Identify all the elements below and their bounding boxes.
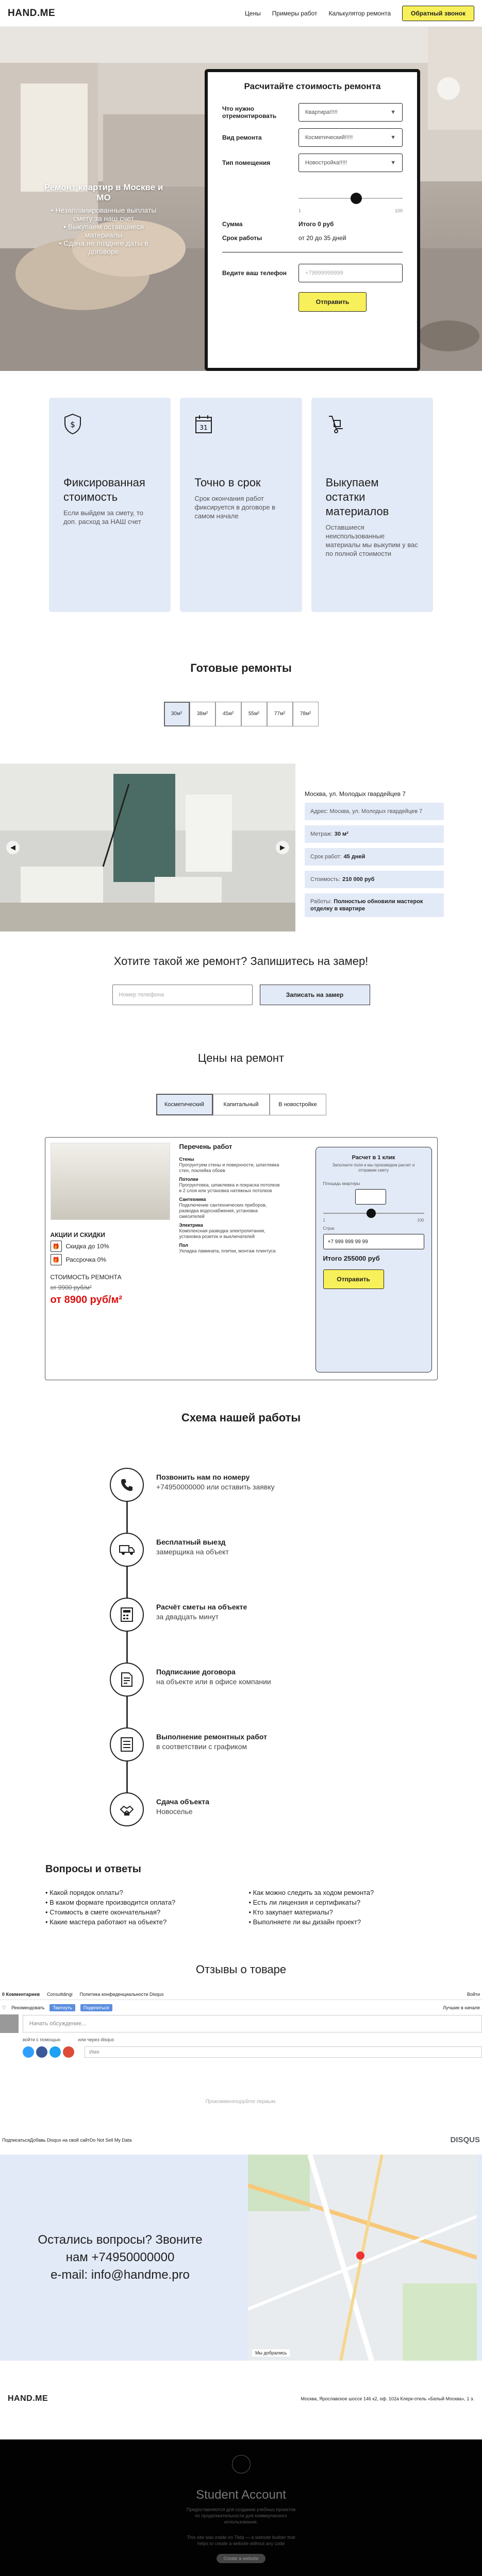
- feature-text: Если выйдем за смету, то доп. расход за НАШ счет: [63, 509, 143, 526]
- price-label: СТОИМОСТЬ РЕМОНТА: [50, 1274, 122, 1281]
- old-price: от 9900 руб/м²: [50, 1284, 92, 1291]
- phone-input[interactable]: +79999999999: [298, 264, 403, 282]
- step-text: за двадцать минут: [156, 1613, 219, 1621]
- installment-text: Рассрочка 0%: [65, 1256, 106, 1263]
- form-title: Расчитайте стоимость ремонта: [244, 81, 381, 91]
- section-title: Вопросы и ответы: [45, 1863, 141, 1875]
- disqus-login-label: или через disqus: [78, 2037, 114, 2042]
- repair-type-select[interactable]: Косметический!!!!! ▼: [298, 128, 403, 147]
- sum-label: Сумма: [222, 221, 243, 228]
- work-item: Стены Прогрунтуем стены и поверхности, шпатлевка стен, поклейка обоев: [179, 1157, 279, 1173]
- phone-input[interactable]: Номер телефона: [112, 985, 253, 1005]
- scheme-section: [0, 1411, 482, 1844]
- section-title: Готовые ремонты: [190, 662, 292, 674]
- work-item: Потолки Прогрунтовка, шпаклевка и покраска потолков в 2 слоя или установка натяжных потолков: [179, 1177, 280, 1193]
- svg-text:$: $: [70, 420, 75, 429]
- work-item: Сантехника Подключение сантехнических приборов, разводка водоснабжения, установка смесителей: [179, 1197, 267, 1219]
- step-title: Позвонить нам по номеру: [156, 1473, 250, 1481]
- quick-calc-title: Расчет в 1 клик: [352, 1155, 395, 1161]
- comments-footer: [0, 2136, 482, 2144]
- login-link[interactable]: Войти: [467, 1991, 480, 1997]
- gift-icon: 🎁: [51, 1254, 62, 1265]
- disqus-logo[interactable]: DISQUS: [450, 2136, 480, 2144]
- work-list-title: Перечень работ: [179, 1143, 232, 1150]
- nav-prices[interactable]: Цены: [244, 9, 261, 17]
- phone-input[interactable]: +7 999 999 99 99: [323, 1234, 424, 1249]
- footer-address: Москва, Ярославское шоссе 146 к2, оф. 102а Клерк-отель «Белый Москва», 1 э.: [301, 2396, 474, 2401]
- svg-text:31: 31: [200, 424, 208, 431]
- chevron-down-icon: ▼: [390, 134, 396, 141]
- project-place: Москва, ул. Молодых гвардейцев 7: [305, 790, 406, 798]
- comment-box: [0, 2014, 482, 2033]
- comments-count[interactable]: 0 Комментариев: [2, 1991, 40, 1997]
- step-text: в соответствии с графиком: [156, 1742, 247, 1751]
- book-measure-button[interactable]: Записать на замер: [260, 985, 370, 1005]
- heart-icon[interactable]: ♡: [2, 2005, 7, 2010]
- submit-button[interactable]: Отправить: [323, 1269, 384, 1289]
- add-disqus-link[interactable]: Добавь Disqus на свой сайт: [29, 2137, 90, 2143]
- nav-calculator[interactable]: Калькулятор ремонта: [328, 9, 391, 17]
- slider-prev-arrow[interactable]: ◀: [6, 841, 20, 854]
- hand-truck-icon: [326, 413, 344, 435]
- step-text: на объекте или в офисе компании: [156, 1677, 271, 1686]
- footer-text: по продолжительности для коммерческого: [195, 2513, 287, 2518]
- faq-question[interactable]: • Стоимость в смете окончательная?: [45, 1908, 161, 1916]
- step-text: +74950000000 или оставить заявку: [156, 1483, 275, 1491]
- hero-text: [36, 182, 171, 256]
- facebook-icon[interactable]: [36, 2046, 47, 2058]
- area-tab[interactable]: 45 м²: [215, 702, 241, 726]
- faq-question[interactable]: • Есть ли лицензия и сертификаты?: [248, 1899, 361, 1906]
- ready-works-section: [0, 662, 482, 1005]
- hero-bullet: договоре: [88, 247, 119, 256]
- feature-title: Точно в срок: [194, 476, 261, 489]
- time-value: от 20 до 35 дней: [298, 234, 346, 242]
- community-link[interactable]: Consultdingi: [47, 1991, 73, 1997]
- tilda-logo-icon: [232, 2455, 251, 2473]
- area-tab[interactable]: 30 м²: [164, 702, 190, 726]
- area-label: Площадь квартиры: [323, 1181, 360, 1186]
- chevron-down-icon: ▼: [390, 109, 396, 115]
- hero-section: [0, 27, 482, 371]
- feature-text: Оставшиеся неиспользованные материалы мы выкупим у вас по полной стоимости: [325, 523, 418, 557]
- site-header: [0, 0, 482, 27]
- footer-top: [0, 2394, 482, 2403]
- comment-input[interactable]: Начать обсуждение...: [23, 2015, 482, 2032]
- section-title: Отзывы о товаре: [195, 1963, 287, 1976]
- contact-section: [0, 2155, 482, 2361]
- chevron-down-icon: ▼: [390, 160, 396, 166]
- discount-text: Скидка до 10%: [65, 1243, 109, 1250]
- area-tab[interactable]: 78 м²: [293, 702, 319, 726]
- map-image: [248, 2155, 477, 2361]
- share-button[interactable]: Поделиться: [80, 2004, 112, 2011]
- room-type-select[interactable]: Новостройка!!!!! ▼: [298, 154, 403, 172]
- hero-bullet: материалы: [85, 231, 123, 239]
- calculator-icon: [110, 1598, 144, 1632]
- field-label-object: Что нужно отремонтировать: [222, 105, 277, 120]
- hero-bullet: • Выкупаем оставшиеся: [63, 223, 144, 231]
- feature-card: [311, 398, 433, 612]
- gift-icon: 🎁: [51, 1241, 62, 1252]
- phone-label: Строк: [323, 1226, 335, 1231]
- do-not-sell-link[interactable]: Do Not Sell My Data: [89, 2137, 132, 2143]
- work-list: [179, 1143, 282, 1375]
- room-photo: [51, 1143, 170, 1220]
- faq-question[interactable]: • В каком формате производится оплата?: [45, 1899, 176, 1906]
- object-select[interactable]: Квартира!!!!! ▼: [298, 103, 403, 122]
- faq-question[interactable]: • Как можно следить за ходом ремонта?: [248, 1889, 374, 1896]
- footer-text: Предоставляются для создания учебных проектов: [186, 2507, 296, 2512]
- price-card: [45, 1137, 438, 1380]
- top-nav: [245, 10, 391, 17]
- step: [110, 1468, 275, 1502]
- quick-calc: [315, 1147, 432, 1372]
- room-photo: [0, 764, 295, 931]
- work-item: Пол Укладка ламината, плитки, монтаж плинтуса: [179, 1243, 276, 1253]
- step: [110, 1663, 271, 1697]
- hero-bullet: • Сдача не позднее даты в: [59, 239, 148, 247]
- hero-bullet: • Незапланированные выплаты: [51, 206, 157, 214]
- comments-actions: [0, 2004, 482, 2011]
- checklist-icon: [110, 1727, 144, 1761]
- step: [110, 1533, 229, 1567]
- section-title: Схема нашей работы: [181, 1411, 301, 1424]
- nav-examples[interactable]: Примеры работ: [272, 9, 318, 17]
- features-section: [0, 398, 482, 612]
- phone-label: Ведите ваш телефон: [222, 269, 287, 277]
- measure-form: [0, 985, 482, 1005]
- area-slider[interactable]: [298, 187, 403, 217]
- actions-title: АКЦИИ И СКИДКИ: [50, 1231, 105, 1239]
- time-label: Срок работы: [222, 234, 262, 242]
- project-row: Срок работ: 45 дней: [305, 848, 444, 866]
- map-label: Мы добрались: [252, 2349, 290, 2357]
- faq-question[interactable]: • Какой порядок оплаты?: [45, 1889, 123, 1896]
- footer-text: использования.: [224, 2519, 258, 2524]
- privacy-link[interactable]: Политика конфиденциальности Disqus: [79, 1991, 164, 1997]
- logo[interactable]: HAND.ME: [8, 7, 56, 19]
- project-row: Работы: Полностью обновили мастерок отделку в квартире: [305, 893, 444, 917]
- step: [110, 1727, 267, 1761]
- sum-value: Итого 0 руб: [298, 221, 334, 228]
- area-tab[interactable]: 38 м²: [190, 702, 215, 726]
- feature-title: Выкупаем остатки материалов: [325, 476, 389, 518]
- calendar-icon: [194, 413, 213, 435]
- feature-title: Фиксированная стоимость: [63, 476, 145, 503]
- project-info: [305, 764, 444, 931]
- step-title: Расчёт сметы на объекте: [156, 1603, 247, 1611]
- feature-card: [180, 398, 302, 612]
- cost-calculator-form: [205, 69, 420, 371]
- tilda-footer: [0, 2439, 482, 2576]
- hero-benefits: [36, 206, 171, 256]
- step: [110, 1598, 247, 1632]
- feature-card: [49, 398, 171, 612]
- faq-question[interactable]: • Кто закупает материалы?: [248, 1908, 333, 1916]
- hero-title: Ремонт квартир в Москве и МО: [44, 182, 163, 202]
- step: [110, 1792, 209, 1826]
- faq-question[interactable]: • Какие мастера работают на объекте?: [45, 1918, 167, 1926]
- feature-text: Срок окончания работ фиксируется в договоре в самом начале: [194, 495, 276, 520]
- empty-comments-text: Прокомментируйте первым.: [205, 2099, 277, 2105]
- prices-section: [0, 1052, 482, 1380]
- project-row: Адрес: Москва, ул. Молодых гвардейцев 7: [305, 803, 444, 820]
- area-input[interactable]: [355, 1189, 386, 1205]
- step-title: Выполнение ремонтных работ: [156, 1733, 267, 1741]
- field-label-room-type: Тип помещения: [222, 159, 271, 166]
- twitter-icon[interactable]: [49, 2046, 61, 2058]
- tab-new-building[interactable]: В новостройке: [270, 1094, 326, 1115]
- faq-question[interactable]: • Выполняете ли вы дизайн проект?: [248, 1918, 361, 1926]
- price-tabs: [0, 1094, 482, 1115]
- slider-knob[interactable]: [351, 193, 362, 204]
- comments-section: [0, 1963, 482, 2144]
- tweet-button[interactable]: Твитнуть: [49, 2004, 75, 2011]
- project-photo: [0, 764, 295, 931]
- slider-min: 1: [298, 208, 302, 213]
- step-text: замерщика на объект: [156, 1548, 229, 1556]
- new-price: от 8900 руб/м²: [50, 1294, 123, 1306]
- project-row: Стоимость: 210 000 руб: [305, 871, 444, 888]
- create-website-button[interactable]: Create a website: [217, 2554, 266, 2563]
- subscribe-link[interactable]: Подписаться: [2, 2137, 30, 2143]
- callback-button[interactable]: Обратный звонок: [402, 6, 474, 21]
- submit-button[interactable]: Отправить: [298, 292, 367, 312]
- login-with-label: войти с помощью: [23, 2037, 61, 2042]
- footer-text: This site was made on Tilda — a website builder that: [187, 2535, 295, 2540]
- step-title: Бесплатный выезд: [156, 1538, 226, 1546]
- step-title: Сдача объекта: [156, 1798, 209, 1806]
- google-icon[interactable]: [63, 2046, 74, 2058]
- disqus-icon[interactable]: [23, 2046, 34, 2058]
- phone-icon: [110, 1468, 144, 1502]
- map[interactable]: [248, 2155, 477, 2361]
- project-slider: [0, 764, 482, 931]
- account-title: Student Account: [196, 2488, 286, 2502]
- quick-calc-text: Заполните поля и мы произведем расчет и отправим смету: [332, 1163, 415, 1173]
- slider-knob[interactable]: [367, 1209, 376, 1218]
- handshake-icon: [110, 1792, 144, 1826]
- footer-text: helps to create a website without any code: [197, 2541, 285, 2546]
- social-icons: [23, 2046, 482, 2058]
- area-slider[interactable]: 1 100: [323, 1208, 424, 1223]
- tab-cosmetic[interactable]: Косметический: [156, 1094, 213, 1115]
- faq-section: [0, 1863, 482, 1927]
- area-tab[interactable]: 77 м²: [267, 702, 293, 726]
- slider-next-arrow[interactable]: ▶: [276, 841, 289, 854]
- total-value: Итого 255000 руб: [323, 1255, 380, 1262]
- recommend-button[interactable]: Рекомендовать: [11, 2005, 45, 2010]
- sort-select[interactable]: Лучшие в начале: [443, 2005, 480, 2010]
- area-tab[interactable]: 55 м²: [241, 702, 267, 726]
- tab-capital[interactable]: Капитальный: [213, 1094, 270, 1115]
- step-text: Новоселье: [156, 1807, 193, 1816]
- shield-dollar-icon: [63, 413, 82, 435]
- field-label-repair-type: Вид ремонта: [222, 134, 262, 141]
- avatar: [0, 2014, 19, 2033]
- project-row: Метраж: 30 м²: [305, 825, 444, 843]
- truck-icon: [110, 1533, 144, 1567]
- comments-bar: [0, 1989, 482, 2000]
- social-login: [23, 2037, 482, 2042]
- footer-logo[interactable]: HAND.ME: [8, 2394, 48, 2403]
- work-item: Электрика Комплексная разводка электропитания, установка розеток и выключателей: [179, 1223, 265, 1239]
- slider-max: 100: [394, 208, 403, 213]
- area-tabs: [0, 702, 482, 726]
- contact-text: Остались вопросы? Звоните нам +74950000000 e-mail: info@handme.pro: [38, 2233, 203, 2282]
- hero-bullet: смету за наш счет: [73, 214, 134, 223]
- cta-title: Хотите такой же ремонт? Запишитесь на замер!: [113, 955, 369, 968]
- section-title: Цены на ремонт: [197, 1052, 285, 1064]
- step-title: Подписание договора: [156, 1668, 236, 1676]
- name-input[interactable]: Имя: [85, 2046, 482, 2058]
- contract-icon: [110, 1663, 144, 1697]
